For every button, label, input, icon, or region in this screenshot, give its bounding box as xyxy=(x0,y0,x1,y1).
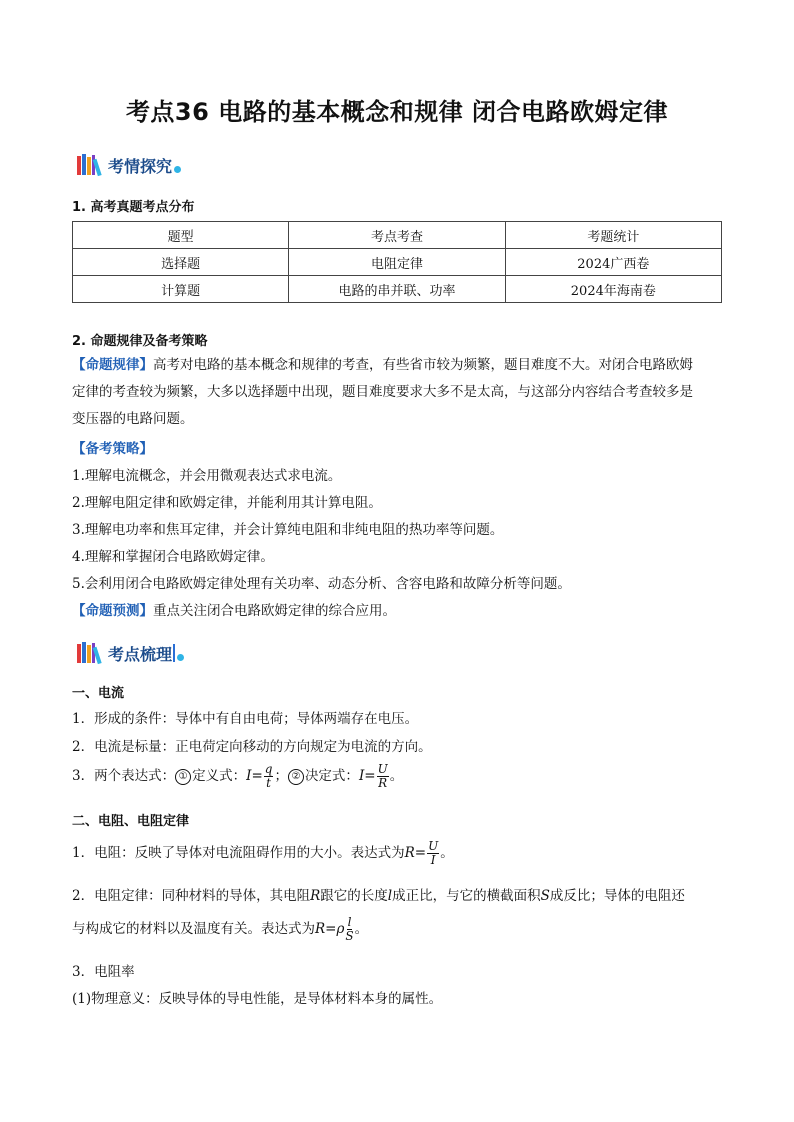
resistance-p1 xyxy=(72,840,454,867)
prep-block xyxy=(72,436,724,625)
fraction-l-over-s xyxy=(345,916,353,943)
fraction-u-over-i xyxy=(427,840,439,867)
definition-label: 定义式： xyxy=(192,768,247,784)
section-label: 考点梳理 xyxy=(108,644,173,664)
numerator: l xyxy=(347,915,352,929)
section-label: 考情探究 xyxy=(108,156,173,176)
text: 跟它的长度 xyxy=(320,888,388,904)
text: 2．电阻定律：同种材料的导体，其电阻 xyxy=(72,888,311,904)
table-header-cell: 考题统计 xyxy=(505,222,721,249)
determinant-label: 决定式： xyxy=(304,768,359,784)
text: 与构成它的材料以及温度有关。表达式为 xyxy=(72,921,315,937)
denominator: t xyxy=(266,776,271,790)
current-p3 xyxy=(72,763,403,790)
separator: ； xyxy=(274,768,288,784)
bullet-dot-icon xyxy=(174,166,181,173)
symbol: I xyxy=(358,768,365,784)
numerator: q xyxy=(264,762,273,776)
symbol: l xyxy=(387,888,393,904)
denominator: S xyxy=(345,929,354,943)
section-header-kaodian xyxy=(76,638,184,668)
current-p3-prefix: 3．两个表达式： xyxy=(72,768,176,784)
table-header-cell: 题型 xyxy=(73,222,289,249)
numerator: U xyxy=(377,762,388,776)
table-header-cell: 考点考查 xyxy=(289,222,505,249)
rule-paragraph xyxy=(72,352,724,433)
prep-item: 3.理解电功率和焦耳定律，并会计算纯电阻和非纯电阻的热功率等问题。 xyxy=(72,522,504,538)
rule-text-line3: 变压器的电路问题。 xyxy=(72,411,194,427)
strategy-heading: 2. 命题规律及备考策略 xyxy=(72,334,208,349)
rule-tag: 【命题规律】 xyxy=(72,357,153,373)
symbol: I xyxy=(246,768,252,784)
period: 。 xyxy=(389,768,404,784)
equals-sign: = xyxy=(251,768,263,784)
text: 成正比，与它的横截面积 xyxy=(392,888,541,904)
equals-sign: = xyxy=(325,921,337,937)
equals-sign: = xyxy=(414,845,427,861)
prep-item: 5.会利用闭合电路欧姆定律处理有关功率、动态分析、含容电路和故障分析等问题。 xyxy=(72,576,571,592)
symbol: R xyxy=(315,921,326,937)
numerator: U xyxy=(428,839,439,853)
denominator: R xyxy=(378,776,388,790)
resistance-p3-1: (1)物理意义：反映导体的导电性能，是导体材料本身的属性。 xyxy=(72,991,443,1007)
table-cell: 计算题 xyxy=(73,276,289,303)
page-title: 考点36 电路的基本概念和规律 闭合电路欧姆定律 xyxy=(125,98,669,126)
exam-distribution-table xyxy=(72,221,722,303)
symbol: R xyxy=(310,888,321,904)
predict-tag: 【命题预测】 xyxy=(72,603,153,619)
table-cell: 电阻定律 xyxy=(289,249,505,276)
resistance-p3: 3．电阻率 xyxy=(72,964,135,980)
table-row xyxy=(73,276,722,303)
prep-item: 4.理解和掌握闭合电路欧姆定律。 xyxy=(72,549,274,565)
symbol: R xyxy=(404,845,415,861)
period: 。 xyxy=(440,845,454,861)
current-p1: 1．形成的条件：导体中有自由电荷；导体两端存在电压。 xyxy=(72,711,419,727)
text-cursor-bar xyxy=(173,644,175,662)
books-icon xyxy=(76,641,104,665)
equals-sign: = xyxy=(364,768,376,784)
resistance-p2-line2 xyxy=(72,916,368,943)
table-cell: 选择题 xyxy=(73,249,289,276)
resistance-p2-line1 xyxy=(72,884,685,904)
table-heading: 1. 高考真题考点分布 xyxy=(72,200,195,215)
prep-item: 1.理解电流概念，并会用微观表达式求电流。 xyxy=(72,468,342,484)
symbol: S xyxy=(540,888,550,904)
symbol: ρ xyxy=(336,921,345,937)
table-cell: 2024广西卷 xyxy=(505,249,721,276)
circled-number: ① xyxy=(175,769,191,785)
books-icon xyxy=(76,153,104,177)
fraction-u-over-r xyxy=(377,763,389,790)
table-header-row xyxy=(73,222,722,249)
prep-item: 2.理解电阻定律和欧姆定律，并能利用其计算电阻。 xyxy=(72,495,382,511)
resistance-heading: 二、电阻、电阻定律 xyxy=(72,814,190,829)
table-row xyxy=(73,249,722,276)
fraction-q-over-t xyxy=(264,763,274,790)
text: 成反比；导体的电阻还 xyxy=(549,888,685,904)
table-cell: 电路的串并联、功率 xyxy=(289,276,505,303)
circled-number: ② xyxy=(288,769,304,785)
resistance-p1-text: 1．电阻：反映了导体对电流阻碍作用的大小。表达式为 xyxy=(72,845,405,861)
rule-text-line2: 定律的考查较为频繁，大多以选择题中出现，题目难度要求大多不是太高，与这部分内容结合考查较多是 xyxy=(72,384,693,400)
current-p2: 2．电流是标量：正电荷定向移动的方向规定为电流的方向。 xyxy=(72,739,432,755)
rule-text-line1: 高考对电路的基本概念和规律的考查，有些省市较为频繁，题目难度不大。对闭合电路欧姆 xyxy=(153,357,693,373)
predict-text: 重点关注闭合电路欧姆定律的综合应用。 xyxy=(153,603,396,619)
prep-tag: 【备考策略】 xyxy=(72,441,153,457)
period: 。 xyxy=(354,921,369,937)
table-cell: 2024年海南卷 xyxy=(505,276,721,303)
bullet-dot-icon xyxy=(177,654,184,661)
section-header-kaoqing xyxy=(76,150,181,180)
denominator: I xyxy=(430,853,436,867)
current-heading: 一、电流 xyxy=(72,686,125,701)
